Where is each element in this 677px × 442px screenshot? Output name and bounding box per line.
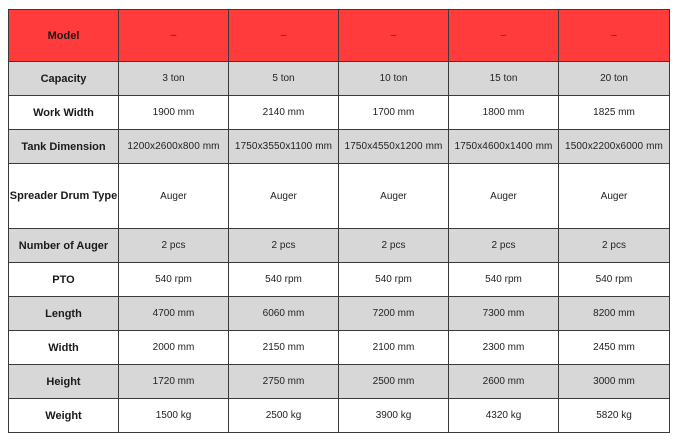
row-label: Work Width: [9, 96, 119, 130]
table-cell: 15 ton: [449, 62, 559, 96]
row-label: Number of Auger: [9, 229, 119, 263]
table-cell: 2450 mm: [559, 331, 670, 365]
table-cell: 2100 mm: [339, 331, 449, 365]
table-cell: 1900 mm: [119, 96, 229, 130]
table-cell: 2 pcs: [339, 229, 449, 263]
table-row: [9, 399, 670, 433]
table-cell: 7300 mm: [449, 297, 559, 331]
table-cell: 1750x3550x1100 mm: [229, 130, 339, 164]
row-label: PTO: [9, 263, 119, 297]
spec-table: [8, 9, 670, 433]
table-cell: 10 ton: [339, 62, 449, 96]
table-row: [9, 365, 670, 399]
table-cell: 5820 kg: [559, 399, 670, 433]
table-cell: 1700 mm: [339, 96, 449, 130]
table-cell: Auger: [339, 164, 449, 229]
table-cell: 2500 kg: [229, 399, 339, 433]
table-cell: 2300 mm: [449, 331, 559, 365]
table-cell: 3900 kg: [339, 399, 449, 433]
table-cell: 3 ton: [119, 62, 229, 96]
table-cell: 4320 kg: [449, 399, 559, 433]
table-cell: 1825 mm: [559, 96, 670, 130]
table-cell: 7200 mm: [339, 297, 449, 331]
table-cell: 540 rpm: [339, 263, 449, 297]
table-cell: 2000 mm: [119, 331, 229, 365]
row-label: Length: [9, 297, 119, 331]
table-cell: Auger: [559, 164, 670, 229]
model-cell: –: [559, 10, 670, 62]
table-row: [9, 331, 670, 365]
table-cell: 1750x4550x1200 mm: [339, 130, 449, 164]
row-label: Spreader Drum Type: [9, 164, 119, 229]
table-cell: 540 rpm: [119, 263, 229, 297]
table-row: [9, 62, 670, 96]
table-cell: 2500 mm: [339, 365, 449, 399]
table-cell: 2 pcs: [229, 229, 339, 263]
table-cell: Auger: [229, 164, 339, 229]
table-cell: 2 pcs: [559, 229, 670, 263]
table-header-row: [9, 10, 670, 62]
table-cell: 6060 mm: [229, 297, 339, 331]
table-cell: 2 pcs: [119, 229, 229, 263]
table-cell: 1800 mm: [449, 96, 559, 130]
table-row: [9, 96, 670, 130]
model-cell: –: [229, 10, 339, 62]
table-cell: Auger: [449, 164, 559, 229]
table-cell: 2140 mm: [229, 96, 339, 130]
row-label: Height: [9, 365, 119, 399]
table-cell: Auger: [119, 164, 229, 229]
row-label: Tank Dimension: [9, 130, 119, 164]
row-label: Capacity: [9, 62, 119, 96]
table-cell: 540 rpm: [449, 263, 559, 297]
table-cell: 8200 mm: [559, 297, 670, 331]
table-row: [9, 263, 670, 297]
table-cell: 5 ton: [229, 62, 339, 96]
row-label: Width: [9, 331, 119, 365]
model-cell: –: [339, 10, 449, 62]
model-cell: –: [449, 10, 559, 62]
table-cell: 2150 mm: [229, 331, 339, 365]
table-cell: 2 pcs: [449, 229, 559, 263]
table-row: [9, 130, 670, 164]
table-row: [9, 164, 670, 229]
table-cell: 1750x4600x1400 mm: [449, 130, 559, 164]
table-row: [9, 297, 670, 331]
table-cell: 1500x2200x6000 mm: [559, 130, 670, 164]
table-cell: 3000 mm: [559, 365, 670, 399]
table-cell: 1720 mm: [119, 365, 229, 399]
table-cell: 2600 mm: [449, 365, 559, 399]
model-cell: –: [119, 10, 229, 62]
header-label-cell: Model: [9, 10, 119, 62]
table-cell: 1200x2600x800 mm: [119, 130, 229, 164]
table-cell: 540 rpm: [559, 263, 670, 297]
table-cell: 1500 kg: [119, 399, 229, 433]
row-label: Weight: [9, 399, 119, 433]
table-row: [9, 229, 670, 263]
table-cell: 20 ton: [559, 62, 670, 96]
table-cell: 4700 mm: [119, 297, 229, 331]
table-cell: 540 rpm: [229, 263, 339, 297]
table-cell: 2750 mm: [229, 365, 339, 399]
